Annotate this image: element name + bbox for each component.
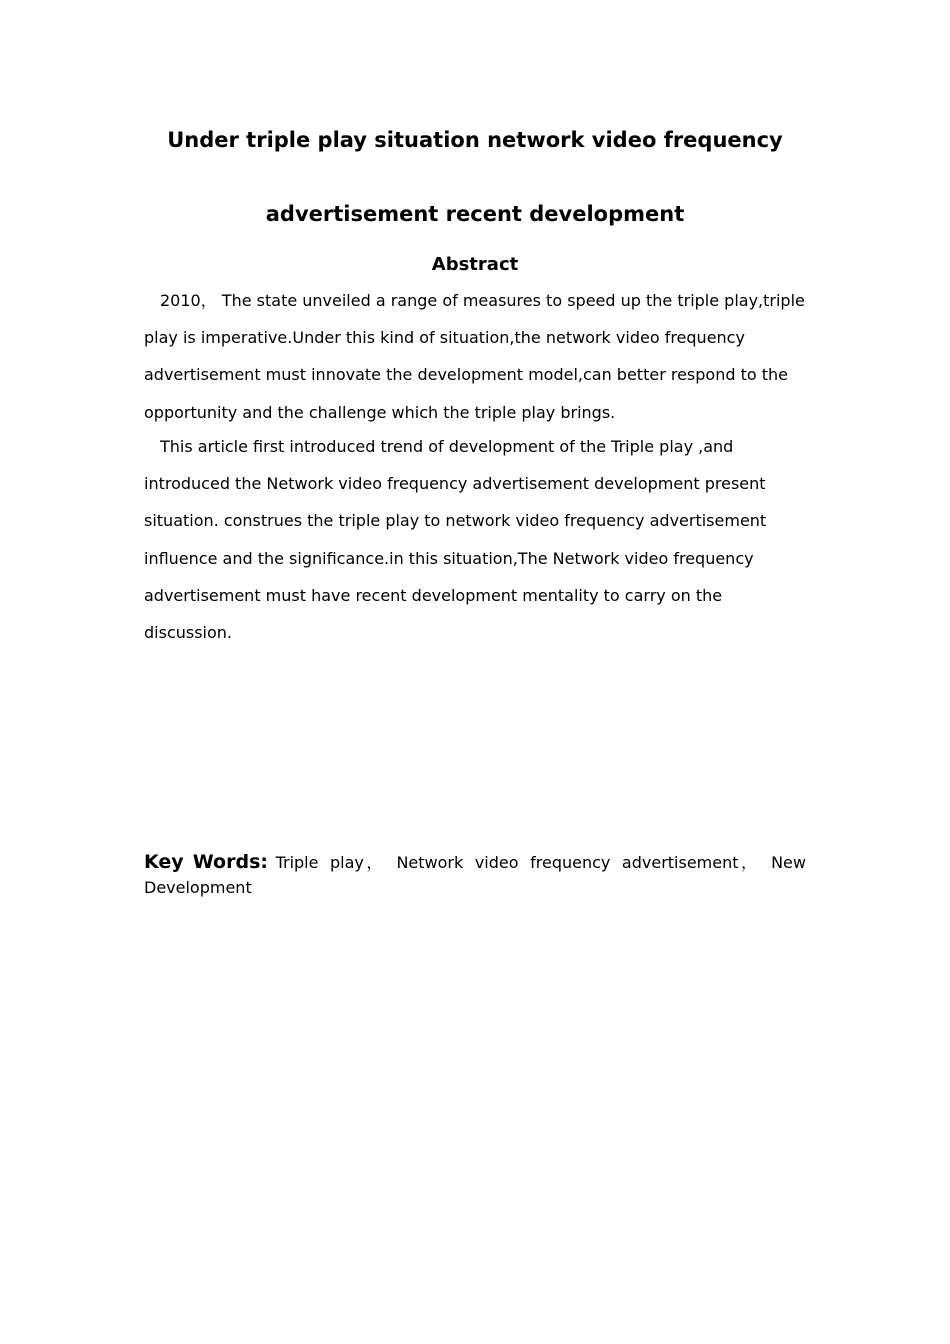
abstract-paragraph-1: 2010， The state unveiled a range of measures to speed up the triple play,triple play is imperative.Under this kind of situation,the network video frequency advertisement must innovate the development model,can better respond to the opportunity and the challenge which the triple play brings.: [144, 291, 805, 422]
keywords-label: Key Words:: [144, 851, 268, 873]
keywords-text: Triple play， Network video frequency advertisement， New Development: [144, 853, 806, 897]
keywords: [144, 850, 806, 900]
abstract-heading: Abstract: [431, 254, 519, 275]
title-line-1: Under triple play situation network video frequency: [167, 128, 783, 152]
abstract-paragraph-2: This article first introduced trend of development of the Triple play ,and introduced the Network video frequency advertisement development present situation. construes the triple play to network video frequency advertisement influence and the significance.in this situation,The Network video frequency advertisement must have recent development mentality to carry on the discussion.: [144, 437, 767, 643]
title-line-2: advertisement recent development: [265, 202, 685, 226]
